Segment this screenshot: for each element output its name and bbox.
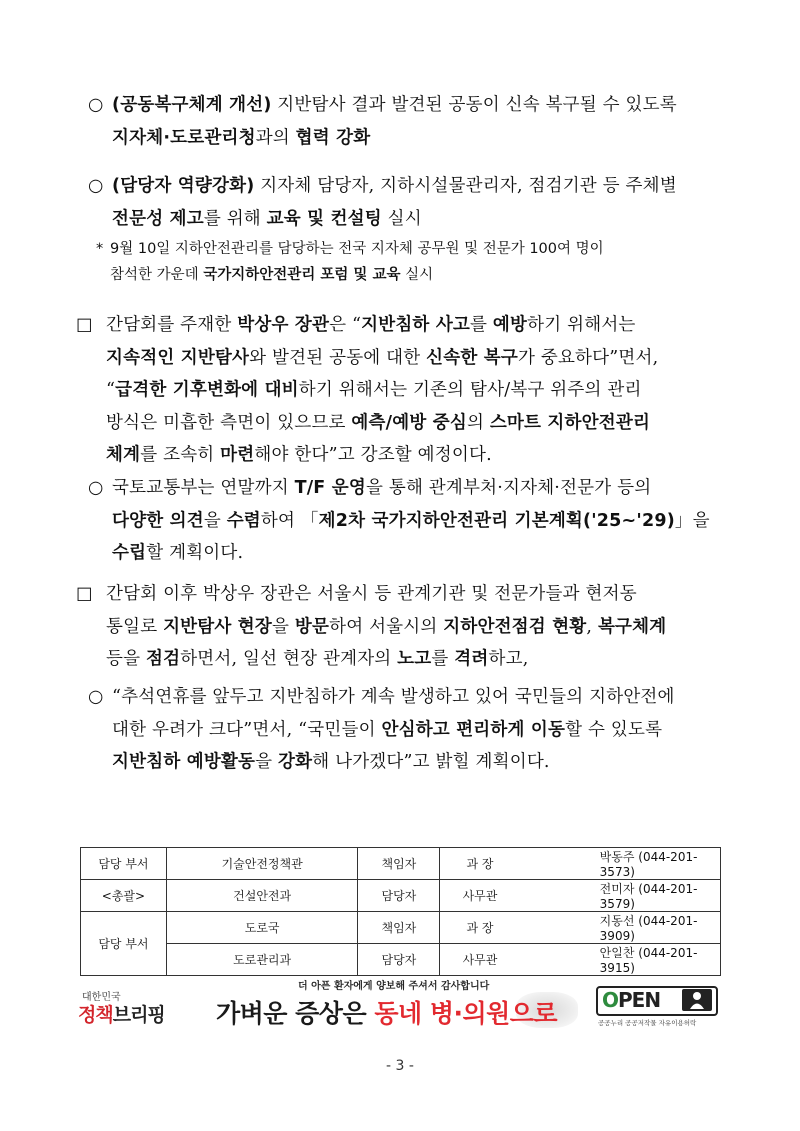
paragraph-site-visit: □ 간담회 이후 박상우 장관은 서울시 등 관계기관 및 전문가들과 현저동 통일로 지반탐사 현장을 방문하여 서울시의 지하안전점검 현황, 복구체계 등을 점검하면서, 일선 현장 관계자의 노고를 격려하고, xyxy=(76,578,666,676)
rank-cell: 과 장 xyxy=(440,848,520,880)
paragraph-staff-capacity: ○ (담당자 역량강화) 지자체 담당자, 지하시설물관리자, 점검기관 등 주체별 전문성 제고를 위해 교육 및 컨설팅 실시 xyxy=(88,170,677,235)
table-row xyxy=(81,912,721,944)
office-cell: 건설안전과 xyxy=(166,880,358,912)
circle-bullet: ○ xyxy=(88,687,104,707)
role-cell: 책임자 xyxy=(358,912,440,944)
table-row xyxy=(81,848,721,880)
person-icon xyxy=(682,989,712,1011)
table-row xyxy=(81,880,721,912)
office-cell: 도로국 xyxy=(166,912,358,944)
role-cell: 책임자 xyxy=(358,848,440,880)
campaign-banner: 더 아픈 환자에게 양보해 주셔서 감사합니다 가벼운 증상은 동네 병·의원으로 xyxy=(216,978,576,1033)
rank-cell: 사무관 xyxy=(440,880,520,912)
office-cell: 기술안전정책관 xyxy=(166,848,358,880)
paragraph-tf-plan: ○ 국토교통부는 연말까지 T/F 운영을 통해 관계부처·지자체·전문가 등의 다양한 의견을 수렴하여 「제2차 국가지하안전관리 기본계획('25~'29)」을 수립할 계획이다. xyxy=(88,472,710,570)
role-cell: 담당자 xyxy=(358,944,440,976)
dept-cell: 담당 부서 xyxy=(81,848,167,880)
rank-cell: 사무관 xyxy=(440,944,520,976)
contact-cell: 지동선 (044-201-3909) xyxy=(520,912,721,944)
policy-briefing-logo: 대한민국 정책브리핑 xyxy=(78,992,165,1026)
footnote-forum: * 9월 10일 지하안전관리를 담당하는 전국 지자체 공무원 및 전문가 100여 명이 참석한 가운데 국가지하안전관리 포럼 및 교육 실시 xyxy=(96,236,604,288)
open-license-logo: OPEN 공공누리 공공저작물 자유이용허락 xyxy=(596,986,718,1030)
dept-cell: <총괄> xyxy=(81,880,167,912)
paragraph-collab-recovery: ○ (공동복구체계 개선) 지반탐사 결과 발견된 공동이 신속 복구될 수 있도록 지자체·도로관리청과의 협력 강화 xyxy=(88,89,677,154)
circle-bullet: ○ xyxy=(88,95,104,115)
contacts-table xyxy=(80,847,721,976)
contact-cell: 전미자 (044-201-3579) xyxy=(520,880,721,912)
dept-cell: 담당 부서 xyxy=(81,912,167,976)
square-bullet: □ xyxy=(76,584,93,604)
table-row xyxy=(81,944,721,976)
contact-cell: 박동주 (044-201-3573) xyxy=(520,848,721,880)
office-cell: 도로관리과 xyxy=(166,944,358,976)
role-cell: 담당자 xyxy=(358,880,440,912)
circle-bullet: ○ xyxy=(88,176,104,196)
rank-cell: 과 장 xyxy=(440,912,520,944)
paragraph-chuseok-quote: ○ “추석연휴를 앞두고 지반침하가 계속 발생하고 있어 국민들의 지하안전에 대한 우려가 크다”면서, “국민들이 안심하고 편리하게 이동할 수 있도록 지반침하 예방활동을 강화해 나가겠다”고 밝힐 계획이다. xyxy=(88,681,675,779)
star-bullet: * xyxy=(96,241,104,257)
circle-bullet: ○ xyxy=(88,478,104,498)
footer-logos xyxy=(78,978,723,1033)
paragraph-minister-remarks: □ 간담회를 주재한 박상우 장관은 “지반침하 사고를 예방하기 위해서는 지속적인 지반탐사와 발견된 공동에 대한 신속한 복구가 중요하다”면서, “급격한 기후변화에 대비하기 위해서는 기존의 탐사/복구 위주의 관리 방식은 미흡한 측면이 있으므로 예측/예방 중심의 스마트 지하안전관리 체계를 조속히 마련해야 한다”고 강조할 예정이다. xyxy=(76,309,658,472)
contact-cell: 안일찬 (044-201-3915) xyxy=(520,944,721,976)
page-number: - 3 - xyxy=(386,1058,414,1074)
square-bullet: □ xyxy=(76,315,93,335)
